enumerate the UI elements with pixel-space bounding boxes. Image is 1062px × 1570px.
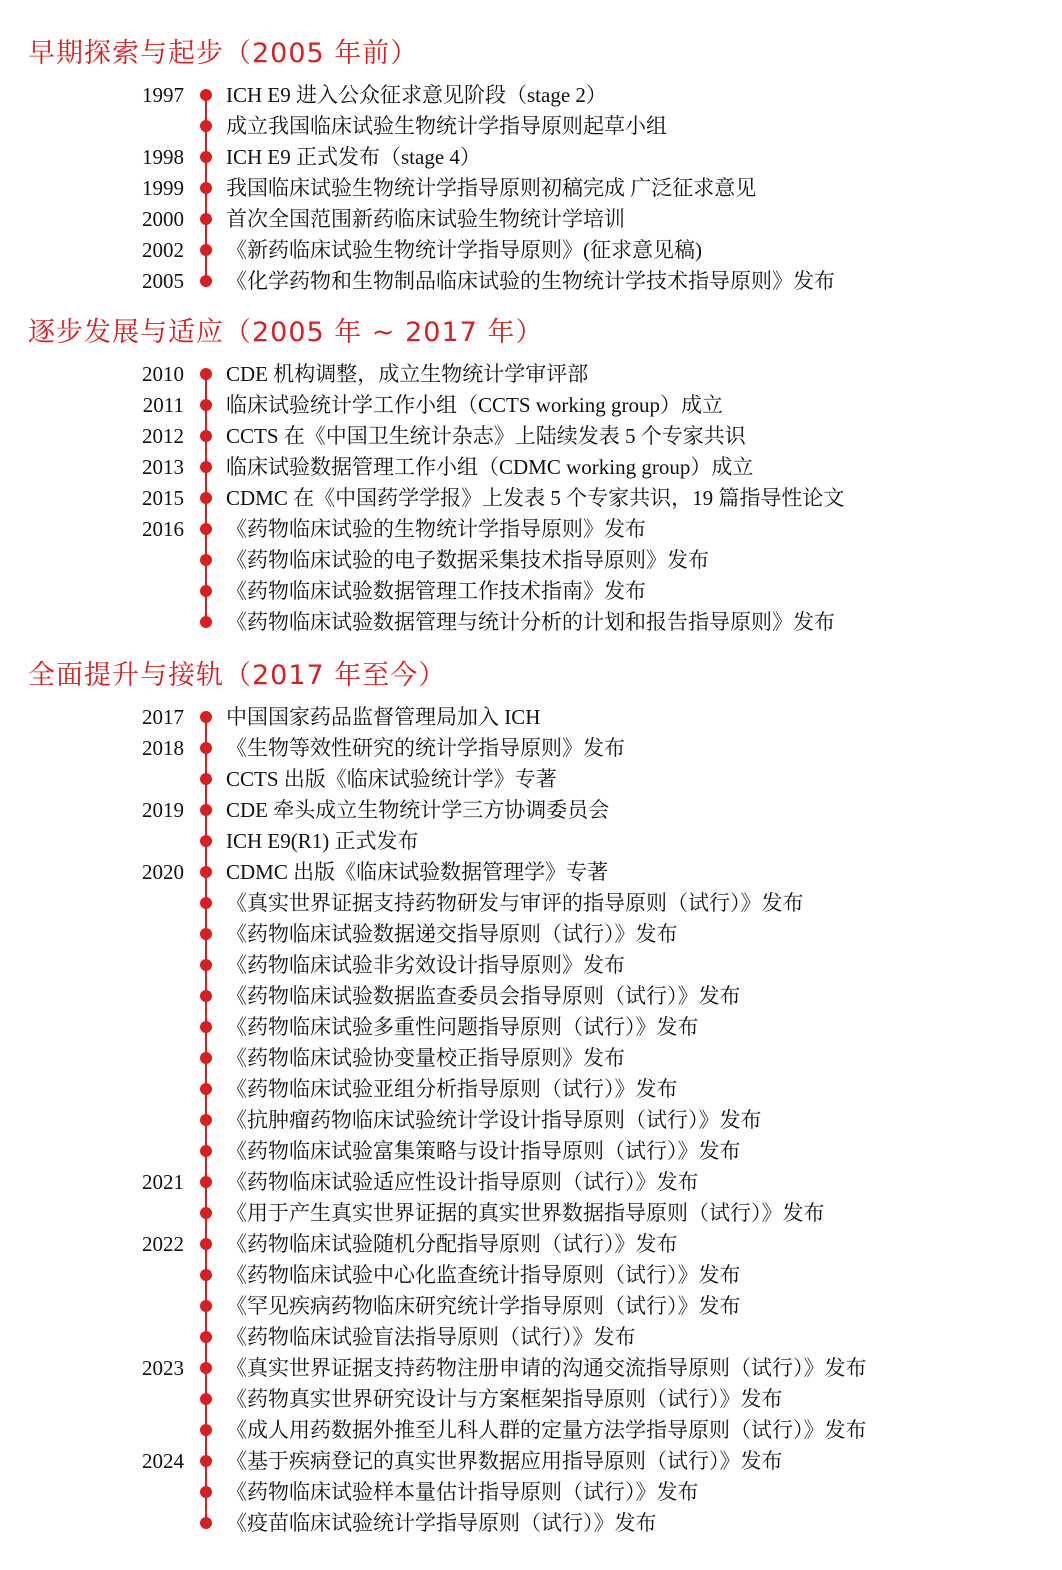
timeline-dot-icon [200, 554, 212, 566]
entry-year: 2000 [142, 207, 184, 231]
timeline-entry [0, 80, 1062, 111]
entry-year: 2021 [142, 1170, 184, 1194]
timeline-early [0, 80, 1062, 297]
entry-year: 2016 [142, 517, 184, 541]
timeline-dot-icon [200, 1114, 212, 1126]
timeline-entry [0, 1105, 1062, 1136]
timeline-dot-icon [200, 461, 212, 473]
entry-text: CDMC 在《中国药学学报》上发表 5 个专家共识，19 篇指导性论文 [226, 486, 845, 510]
timeline-entry [0, 235, 1062, 266]
entry-text: 《成人用药数据外推至儿科人群的定量方法学指导原则（试行）》发布 [226, 1418, 867, 1442]
timeline-dot-icon [200, 1021, 212, 1033]
timeline-entry [0, 1446, 1062, 1477]
timeline-dot-icon [200, 1269, 212, 1281]
entry-year: 1997 [142, 83, 184, 107]
timeline-entry [0, 888, 1062, 919]
timeline-entry [0, 1167, 1062, 1198]
entry-text: ICH E9(R1) 正式发布 [226, 829, 419, 853]
timeline-dot-icon [200, 120, 212, 132]
section-title-early: 早期探索与起步（2005 年前） [28, 38, 419, 69]
timeline-entry [0, 111, 1062, 142]
entry-text: 《新药临床试验生物统计学指导原则》(征求意见稿) [226, 238, 702, 262]
entry-text: 《药物临床试验非劣效设计指导原则》发布 [226, 953, 625, 977]
entry-text: 《药物临床试验数据递交指导原则（试行）》发布 [226, 922, 678, 946]
timeline-dot-icon [200, 1424, 212, 1436]
entry-text: 《药物临床试验的电子数据采集技术指导原则》发布 [226, 548, 709, 572]
entry-text: 《药物临床试验数据管理工作技术指南》发布 [226, 579, 646, 603]
timeline-entry [0, 1043, 1062, 1074]
timeline-entry [0, 1415, 1062, 1446]
entry-text: CCTS 出版《临床试验统计学》专著 [226, 767, 557, 791]
timeline-comprehensive [0, 702, 1062, 1539]
timeline-dot-icon [200, 742, 212, 754]
timeline-dot-icon [200, 430, 212, 442]
timeline-dot-icon [200, 523, 212, 535]
timeline-entry [0, 1074, 1062, 1105]
entry-text: 成立我国临床试验生物统计学指导原则起草小组 [226, 114, 667, 138]
timeline-dot-icon [200, 711, 212, 723]
timeline-dot-icon [200, 804, 212, 816]
timeline-dot-icon [200, 151, 212, 163]
entry-text: 中国国家药品监督管理局加入 ICH [226, 705, 541, 729]
timeline-dot-icon [200, 835, 212, 847]
entry-text: 《罕见疾病药物临床研究统计学指导原则（试行）》发布 [226, 1294, 741, 1318]
entry-text: 《用于产生真实世界证据的真实世界数据指导原则（试行）》发布 [226, 1201, 825, 1225]
entry-text: 《药物临床试验随机分配指导原则（试行）》发布 [226, 1232, 678, 1256]
entry-text: CDE 机构调整，成立生物统计学审评部 [226, 362, 589, 386]
timeline-development [0, 359, 1062, 638]
timeline-entry [0, 514, 1062, 545]
timeline-dot-icon [200, 1362, 212, 1374]
entry-text: 《疫苗临床试验统计学指导原则（试行）》发布 [226, 1511, 657, 1535]
timeline-dot-icon [200, 213, 212, 225]
timeline-entry [0, 1384, 1062, 1415]
timeline-dot-icon [200, 1145, 212, 1157]
timeline-entry [0, 826, 1062, 857]
entry-text: 临床试验统计学工作小组（CCTS working group）成立 [226, 393, 724, 417]
timeline-entry [0, 173, 1062, 204]
timeline-entry [0, 452, 1062, 483]
timeline-entry [0, 142, 1062, 173]
timeline-entry [0, 1136, 1062, 1167]
entry-text: 《药物真实世界研究设计与方案框架指导原则（试行）》发布 [226, 1387, 783, 1411]
entry-text: 《药物临床试验适应性设计指导原则（试行）》发布 [226, 1170, 699, 1194]
entry-text: 《化学药物和生物制品临床试验的生物统计学技术指导原则》发布 [226, 269, 835, 293]
entry-text: 《生物等效性研究的统计学指导原则》发布 [226, 736, 625, 760]
timeline-dot-icon [200, 368, 212, 380]
timeline-entry [0, 1508, 1062, 1539]
timeline-dot-icon [200, 585, 212, 597]
entry-year: 2018 [142, 736, 184, 760]
entry-text: 《药物临床试验多重性问题指导原则（试行）》发布 [226, 1015, 699, 1039]
entry-text: ICH E9 进入公众征求意见阶段（stage 2） [226, 83, 607, 107]
entry-text: 《药物临床试验数据监查委员会指导原则（试行）》发布 [226, 984, 741, 1008]
timeline-entry [0, 483, 1062, 514]
entry-year: 2005 [142, 269, 184, 293]
section-title-development: 逐步发展与适应（2005 年 ~ 2017 年） [28, 317, 544, 348]
timeline-dot-icon [200, 1207, 212, 1219]
entry-year: 2017 [142, 705, 184, 729]
timeline-entry [0, 733, 1062, 764]
section-title-comprehensive: 全面提升与接轨（2017 年至今） [28, 660, 447, 691]
timeline-dot-icon [200, 399, 212, 411]
entry-year: 1998 [142, 145, 184, 169]
timeline-dot-icon [200, 1393, 212, 1405]
timeline-entry [0, 1260, 1062, 1291]
entry-year: 1999 [142, 176, 184, 200]
timeline-entry [0, 390, 1062, 421]
timeline-dot-icon [200, 928, 212, 940]
entry-text: 《药物临床试验中心化监查统计指导原则（试行）》发布 [226, 1263, 741, 1287]
entry-text: CDE 牵头成立生物统计学三方协调委员会 [226, 798, 610, 822]
timeline-dot-icon [200, 1331, 212, 1343]
timeline-entry [0, 764, 1062, 795]
timeline-dot-icon [200, 990, 212, 1002]
timeline-entry [0, 857, 1062, 888]
timeline-entry [0, 795, 1062, 826]
timeline-entry [0, 950, 1062, 981]
timeline-dot-icon [200, 959, 212, 971]
timeline-entry [0, 359, 1062, 390]
entry-year: 2002 [142, 238, 184, 262]
entry-year: 2020 [142, 860, 184, 884]
timeline-dot-icon [200, 1083, 212, 1095]
entry-text: 临床试验数据管理工作小组（CDMC working group）成立 [226, 455, 754, 479]
timeline-dot-icon [200, 1300, 212, 1312]
timeline-dot-icon [200, 1455, 212, 1467]
timeline-dot-icon [200, 897, 212, 909]
timeline-entry [0, 1198, 1062, 1229]
entry-year: 2022 [142, 1232, 184, 1256]
timeline-entry [0, 1477, 1062, 1508]
entry-text: 首次全国范围新药临床试验生物统计学培训 [226, 207, 625, 231]
entry-text: 《药物临床试验亚组分析指导原则（试行）》发布 [226, 1077, 678, 1101]
timeline-dot-icon [200, 616, 212, 628]
entry-text: 《基于疾病登记的真实世界数据应用指导原则（试行）》发布 [226, 1449, 783, 1473]
timeline-entry [0, 1291, 1062, 1322]
timeline-dot-icon [200, 1517, 212, 1529]
timeline-entry [0, 702, 1062, 733]
entry-text: 《药物临床试验富集策略与设计指导原则（试行）》发布 [226, 1139, 741, 1163]
entry-text: 《药物临床试验样本量估计指导原则（试行）》发布 [226, 1480, 699, 1504]
entry-text: CCTS 在《中国卫生统计杂志》上陆续发表 5 个专家共识 [226, 424, 746, 448]
entry-text: ICH E9 正式发布（stage 4） [226, 145, 481, 169]
timeline-entry [0, 1012, 1062, 1043]
timeline-entry [0, 421, 1062, 452]
timeline-entry [0, 545, 1062, 576]
timeline-entry [0, 981, 1062, 1012]
entry-year: 2023 [142, 1356, 184, 1380]
timeline-entry [0, 607, 1062, 638]
timeline-dot-icon [200, 1176, 212, 1188]
timeline-dot-icon [200, 89, 212, 101]
timeline-dot-icon [200, 1052, 212, 1064]
timeline-dot-icon [200, 773, 212, 785]
timeline-entry [0, 1353, 1062, 1384]
entry-year: 2011 [142, 393, 184, 417]
entry-text: 《药物临床试验协变量校正指导原则》发布 [226, 1046, 625, 1070]
entry-year: 2012 [142, 424, 184, 448]
timeline-entry [0, 919, 1062, 950]
entry-text: 《药物临床试验数据管理与统计分析的计划和报告指导原则》发布 [226, 610, 835, 634]
entry-text: 《抗肿瘤药物临床试验统计学设计指导原则（试行）》发布 [226, 1108, 762, 1132]
entry-year: 2013 [142, 455, 184, 479]
entry-text: 我国临床试验生物统计学指导原则初稿完成 广泛征求意见 [226, 176, 757, 200]
entry-text: 《药物临床试验盲法指导原则（试行）》发布 [226, 1325, 636, 1349]
entry-text: 《真实世界证据支持药物注册申请的沟通交流指导原则（试行）》发布 [226, 1356, 867, 1380]
timeline-dot-icon [200, 866, 212, 878]
timeline-entry [0, 204, 1062, 235]
entry-year: 2015 [142, 486, 184, 510]
timeline-dot-icon [200, 244, 212, 256]
entry-text: CDMC 出版《临床试验数据管理学》专著 [226, 860, 609, 884]
timeline-dot-icon [200, 1486, 212, 1498]
timeline-entry [0, 576, 1062, 607]
entry-year: 2019 [142, 798, 184, 822]
entry-year: 2010 [142, 362, 184, 386]
timeline-entry [0, 266, 1062, 297]
timeline-entry [0, 1322, 1062, 1353]
timeline-dot-icon [200, 182, 212, 194]
entry-year: 2024 [142, 1449, 184, 1473]
entry-text: 《真实世界证据支持药物研发与审评的指导原则（试行）》发布 [226, 891, 804, 915]
entry-text: 《药物临床试验的生物统计学指导原则》发布 [226, 517, 646, 541]
timeline-dot-icon [200, 1238, 212, 1250]
timeline-dot-icon [200, 275, 212, 287]
timeline-dot-icon [200, 492, 212, 504]
timeline-entry [0, 1229, 1062, 1260]
